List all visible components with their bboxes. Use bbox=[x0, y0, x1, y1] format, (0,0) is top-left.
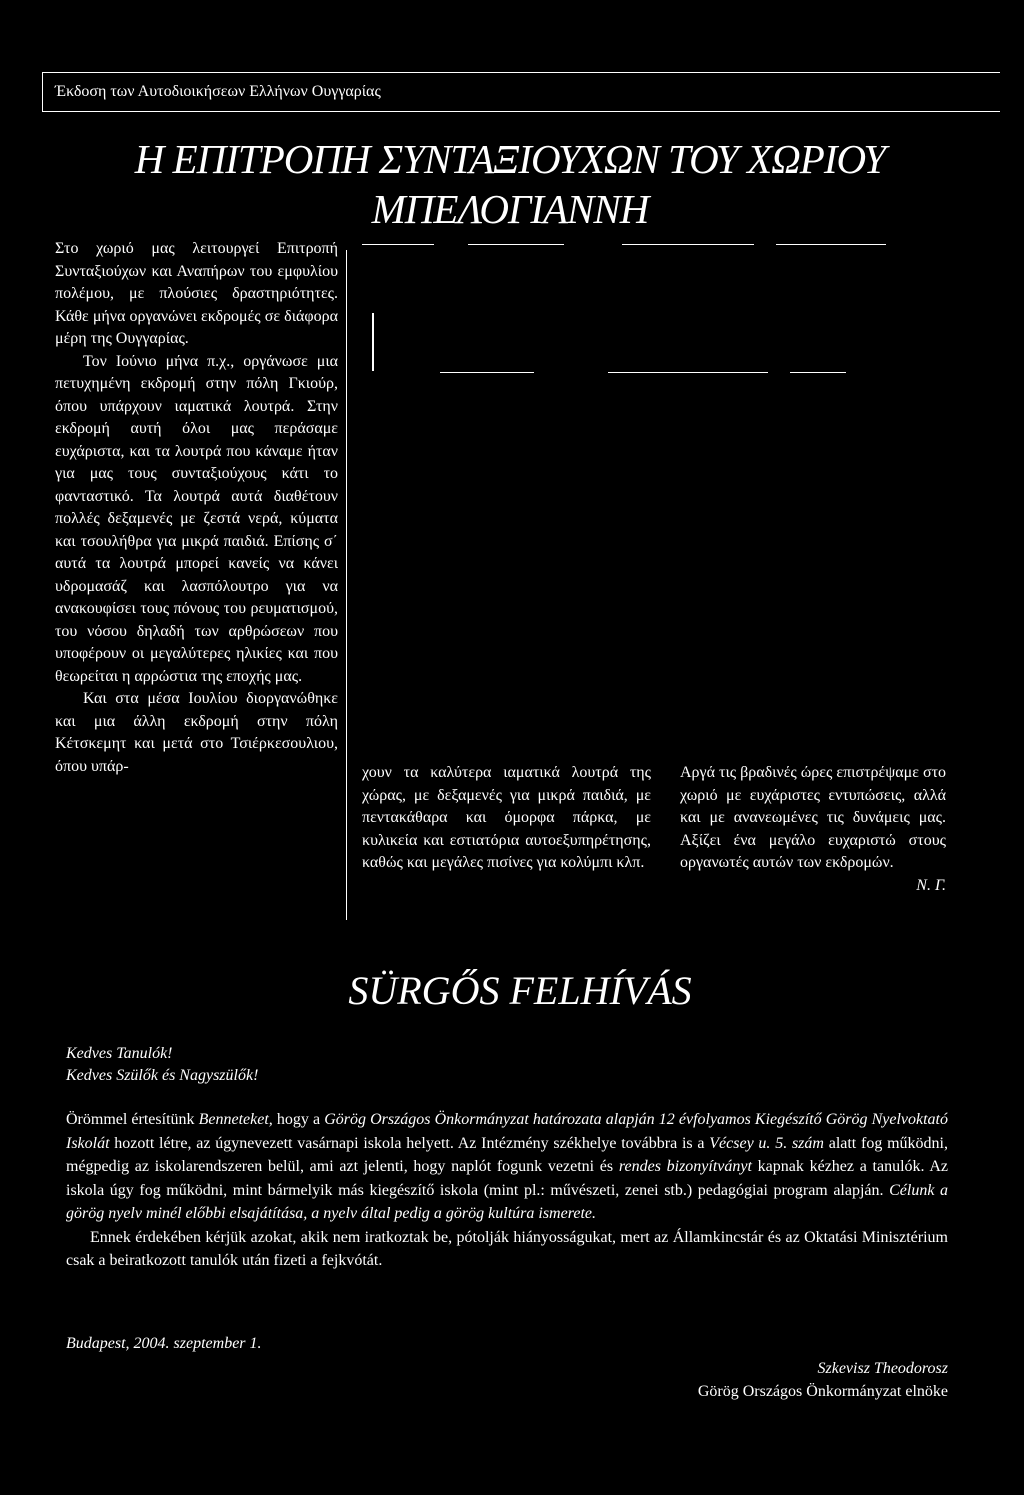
signer-title: Görög Országos Önkormányzat elnöke bbox=[697, 1383, 948, 1400]
decorative-rule bbox=[776, 244, 886, 245]
text-run: hozott létre, az úgynevezett vasárnapi iskola helyett. Az Intézmény székhelye továbbra is a bbox=[109, 1134, 710, 1152]
notice-greeting bbox=[66, 1043, 258, 1087]
decorative-rule bbox=[468, 244, 564, 245]
text-run: Örömmel értesítünk bbox=[66, 1111, 199, 1128]
article-paragraph: χουν τα καλύτερα ιαματικά λουτρά της χώρας, με δεξαμενές για μικρά παιδιά, με πεντακάθαρα και όμορφα πάρκα, με κυλικεία και εστιατόρια αυτοεξυπηρέτησης, καθώς και μεγάλες πισίνες για κολύμπι κλπ. bbox=[362, 764, 651, 871]
article-signature: Ν. Γ. bbox=[916, 876, 946, 894]
article-paragraph: Αργά τις βραδινές ώρες επιστρέψαμε στο χωριό με ευχάριστες εντυπώσεις, αλλά και με ανανεωμένες τις δυνάμεις μας. Αξίζει ένα μεγάλο ευχαριστώ στους οργανωτές αυτών των εκδρομών. bbox=[680, 764, 946, 871]
greeting-line: Kedves Szülők és Nagyszülők! bbox=[66, 1067, 259, 1084]
decorative-rule bbox=[372, 313, 374, 371]
text-run: alatt fog működni, mégpedig az iskolarendszeren belül, ami azt jelenti, hogy naplót fogunk vezetni és bbox=[66, 1134, 948, 1175]
article-title-line2: ΜΠΕΛΟΓΙΑΝΝΗ bbox=[371, 186, 649, 232]
notice-paragraph: Ennek érdekében kérjük azokat, akik nem iratkoztak be, pótolják hiányosságukat, mert az Államkincstár és az Oktatási Minisztérium csak a beiratkozott tanulók után fizeti a fejkvótát. bbox=[66, 1228, 948, 1269]
text-run-italic: Vécsey u. 5. szám bbox=[709, 1134, 824, 1152]
signer-name: Szkevisz Theodorosz bbox=[817, 1360, 948, 1377]
greeting-line: Kedves Tanulók! bbox=[66, 1045, 173, 1062]
decorative-rule bbox=[440, 372, 534, 373]
decorative-rule bbox=[608, 372, 768, 373]
article-paragraph: Τον Ιούνιο μήνα π.χ., οργάνωσε μια πετυχημένη εκδρομή στην πόλη Γκιούρ, όπου υπάρχουν ιαματικά λουτρά. Στην εκδρομή αυτή όλοι μας περάσαμε ευχάριστα, και τα λουτρά που κάναμε ήταν για μας τους συνταξιούχους κάτι το φανταστικό. Τα λουτρά αυτά διαθέτουν πολλές δεξαμενές με ζεστά νερά, κύματα και τσουλήθρα για μικρά παιδιά. Επίσης σ΄ αυτά τα λουτρά μπορεί κανείς να κάνει υδρομασάζ και λασπόλουτρο για να ανακουφίσει τους πόνους του ρευματισμού, του νόσου δηλαδή των αρθρώσεων που υποφέρουν οι μεγαλύτερες ηλικίες και που θεωρείται η αρρώστια της εποχής μας. bbox=[55, 352, 338, 685]
notice-date: Budapest, 2004. szeptember 1. bbox=[66, 1335, 262, 1352]
text-run-italic: Célunk a görög nyelv minél előbbi elsajátítása, a nyelv által pedig a görög kultúra ismerete. bbox=[66, 1181, 948, 1222]
article-column-1 bbox=[55, 238, 338, 778]
publication-header-text: Έκδοση των Αυτοδιοικήσεων Ελλήνων Ουγγαρίας bbox=[55, 83, 381, 100]
column-divider bbox=[346, 250, 347, 920]
decorative-rule bbox=[790, 372, 846, 373]
text-run: kapnak kézhez a tanulók. Az iskola úgy fog működni, mint bármelyik más kiegészítő iskola (mint pl.: művészeti, zenei stb.) pedagógiai program alapján. bbox=[66, 1158, 949, 1199]
text-run: hogy a bbox=[272, 1111, 325, 1128]
decorative-rule bbox=[622, 244, 754, 245]
article-column-2 bbox=[362, 762, 651, 875]
notice-signer bbox=[698, 1357, 948, 1403]
decorative-rule bbox=[362, 244, 434, 245]
article-paragraph: Και στα μέσα Ιουλίου διοργανώθηκε και μια άλλη εκδρομή στην πόλη Κέτσκεμητ και μετά στο Τσιέρκεσουλιου, όπου υπάρ- bbox=[55, 690, 338, 775]
publication-header-bar bbox=[42, 72, 1000, 112]
article-paragraph: Στο χωριό μας λειτουργεί Επιτροπή Συνταξιούχων και Αναπήρων του εμφυλίου πολέμου, με πλούσιες δραστηριότητες. Κάθε μήνα οργανώνει εκδρομές σε διάφορα μέρη της Ουγγαρίας. bbox=[55, 240, 338, 347]
notice-paragraph bbox=[66, 1108, 948, 1226]
article-column-3 bbox=[680, 762, 946, 897]
notice-body bbox=[66, 1108, 948, 1273]
text-run-italic: Görög Országos Önkormányzat határozata alapján 12 évfolyamos Kiegészítő Görög Nyelvoktató Iskolát bbox=[66, 1111, 948, 1152]
text-run-italic: rendes bizonyítványt bbox=[618, 1158, 752, 1175]
notice-title: SÜRGŐS FELHÍVÁS bbox=[348, 968, 692, 1013]
article-title-line1: Η ΕΠΙΤΡΟΠΗ ΣΥΝΤΑΞΙΟΥΧΩΝ ΤΟΥ ΧΩΡΙΟΥ bbox=[134, 136, 886, 182]
text-run-italic: Benneteket, bbox=[198, 1111, 273, 1128]
